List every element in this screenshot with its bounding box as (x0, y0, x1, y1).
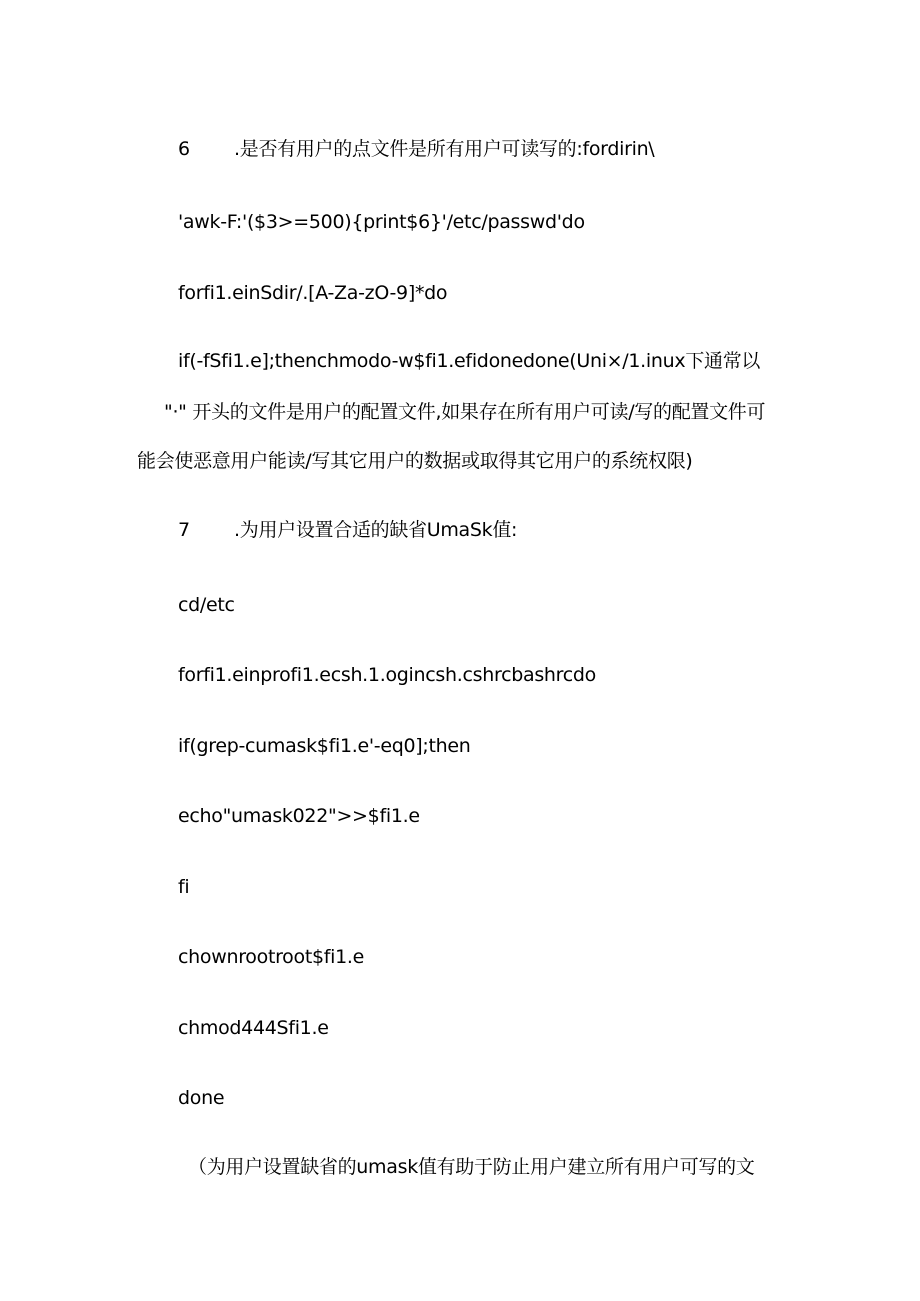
code-line: echo"umask022">>$fi1.e (178, 805, 420, 827)
item-6-heading (178, 137, 654, 161)
item-heading-text: .是否有用户的点文件是所有用户可读写的:fordirin\ (234, 138, 655, 160)
code-line: 'awk-F:'($3>=500){print$6}'/etc/passwd'do (178, 211, 585, 233)
code-line: cd/etc (178, 594, 235, 616)
note-line: "·" 开头的文件是用户的配置文件,如果存在所有用户可读/写的配置文件可 (164, 401, 766, 423)
code-line: forfi1.einprofi1.ecsh.1.ogincsh.cshrcbashrcdo (178, 664, 596, 686)
note-line: 能会使恶意用户能读/写其它用户的数据或取得其它用户的系统权限) (137, 450, 693, 472)
item-heading-text: .为用户设置合适的缺省UmaSk值: (234, 519, 518, 541)
code-line: if(-fSfi1.e];thenchmodo-w$fi1.efidonedone(Uni×/1.inux下通常以 (178, 350, 761, 372)
item-number: 6 (178, 138, 190, 160)
code-line: chmod444Sfi1.e (178, 1017, 329, 1039)
item-7-heading (178, 518, 517, 542)
code-line: if(grep-cumask$fi1.e'-eq0];then (178, 735, 471, 757)
note-line: （为用户设置缺省的umask值有助于防止用户建立所有用户可写的文 (188, 1156, 755, 1178)
code-line: done (178, 1087, 225, 1109)
code-line: chownrootroot$fi1.e (178, 946, 365, 968)
code-line: fi (178, 876, 190, 898)
code-line: forfi1.einSdir/.[A-Za-zO-9]*do (178, 282, 448, 304)
item-number: 7 (178, 519, 190, 541)
